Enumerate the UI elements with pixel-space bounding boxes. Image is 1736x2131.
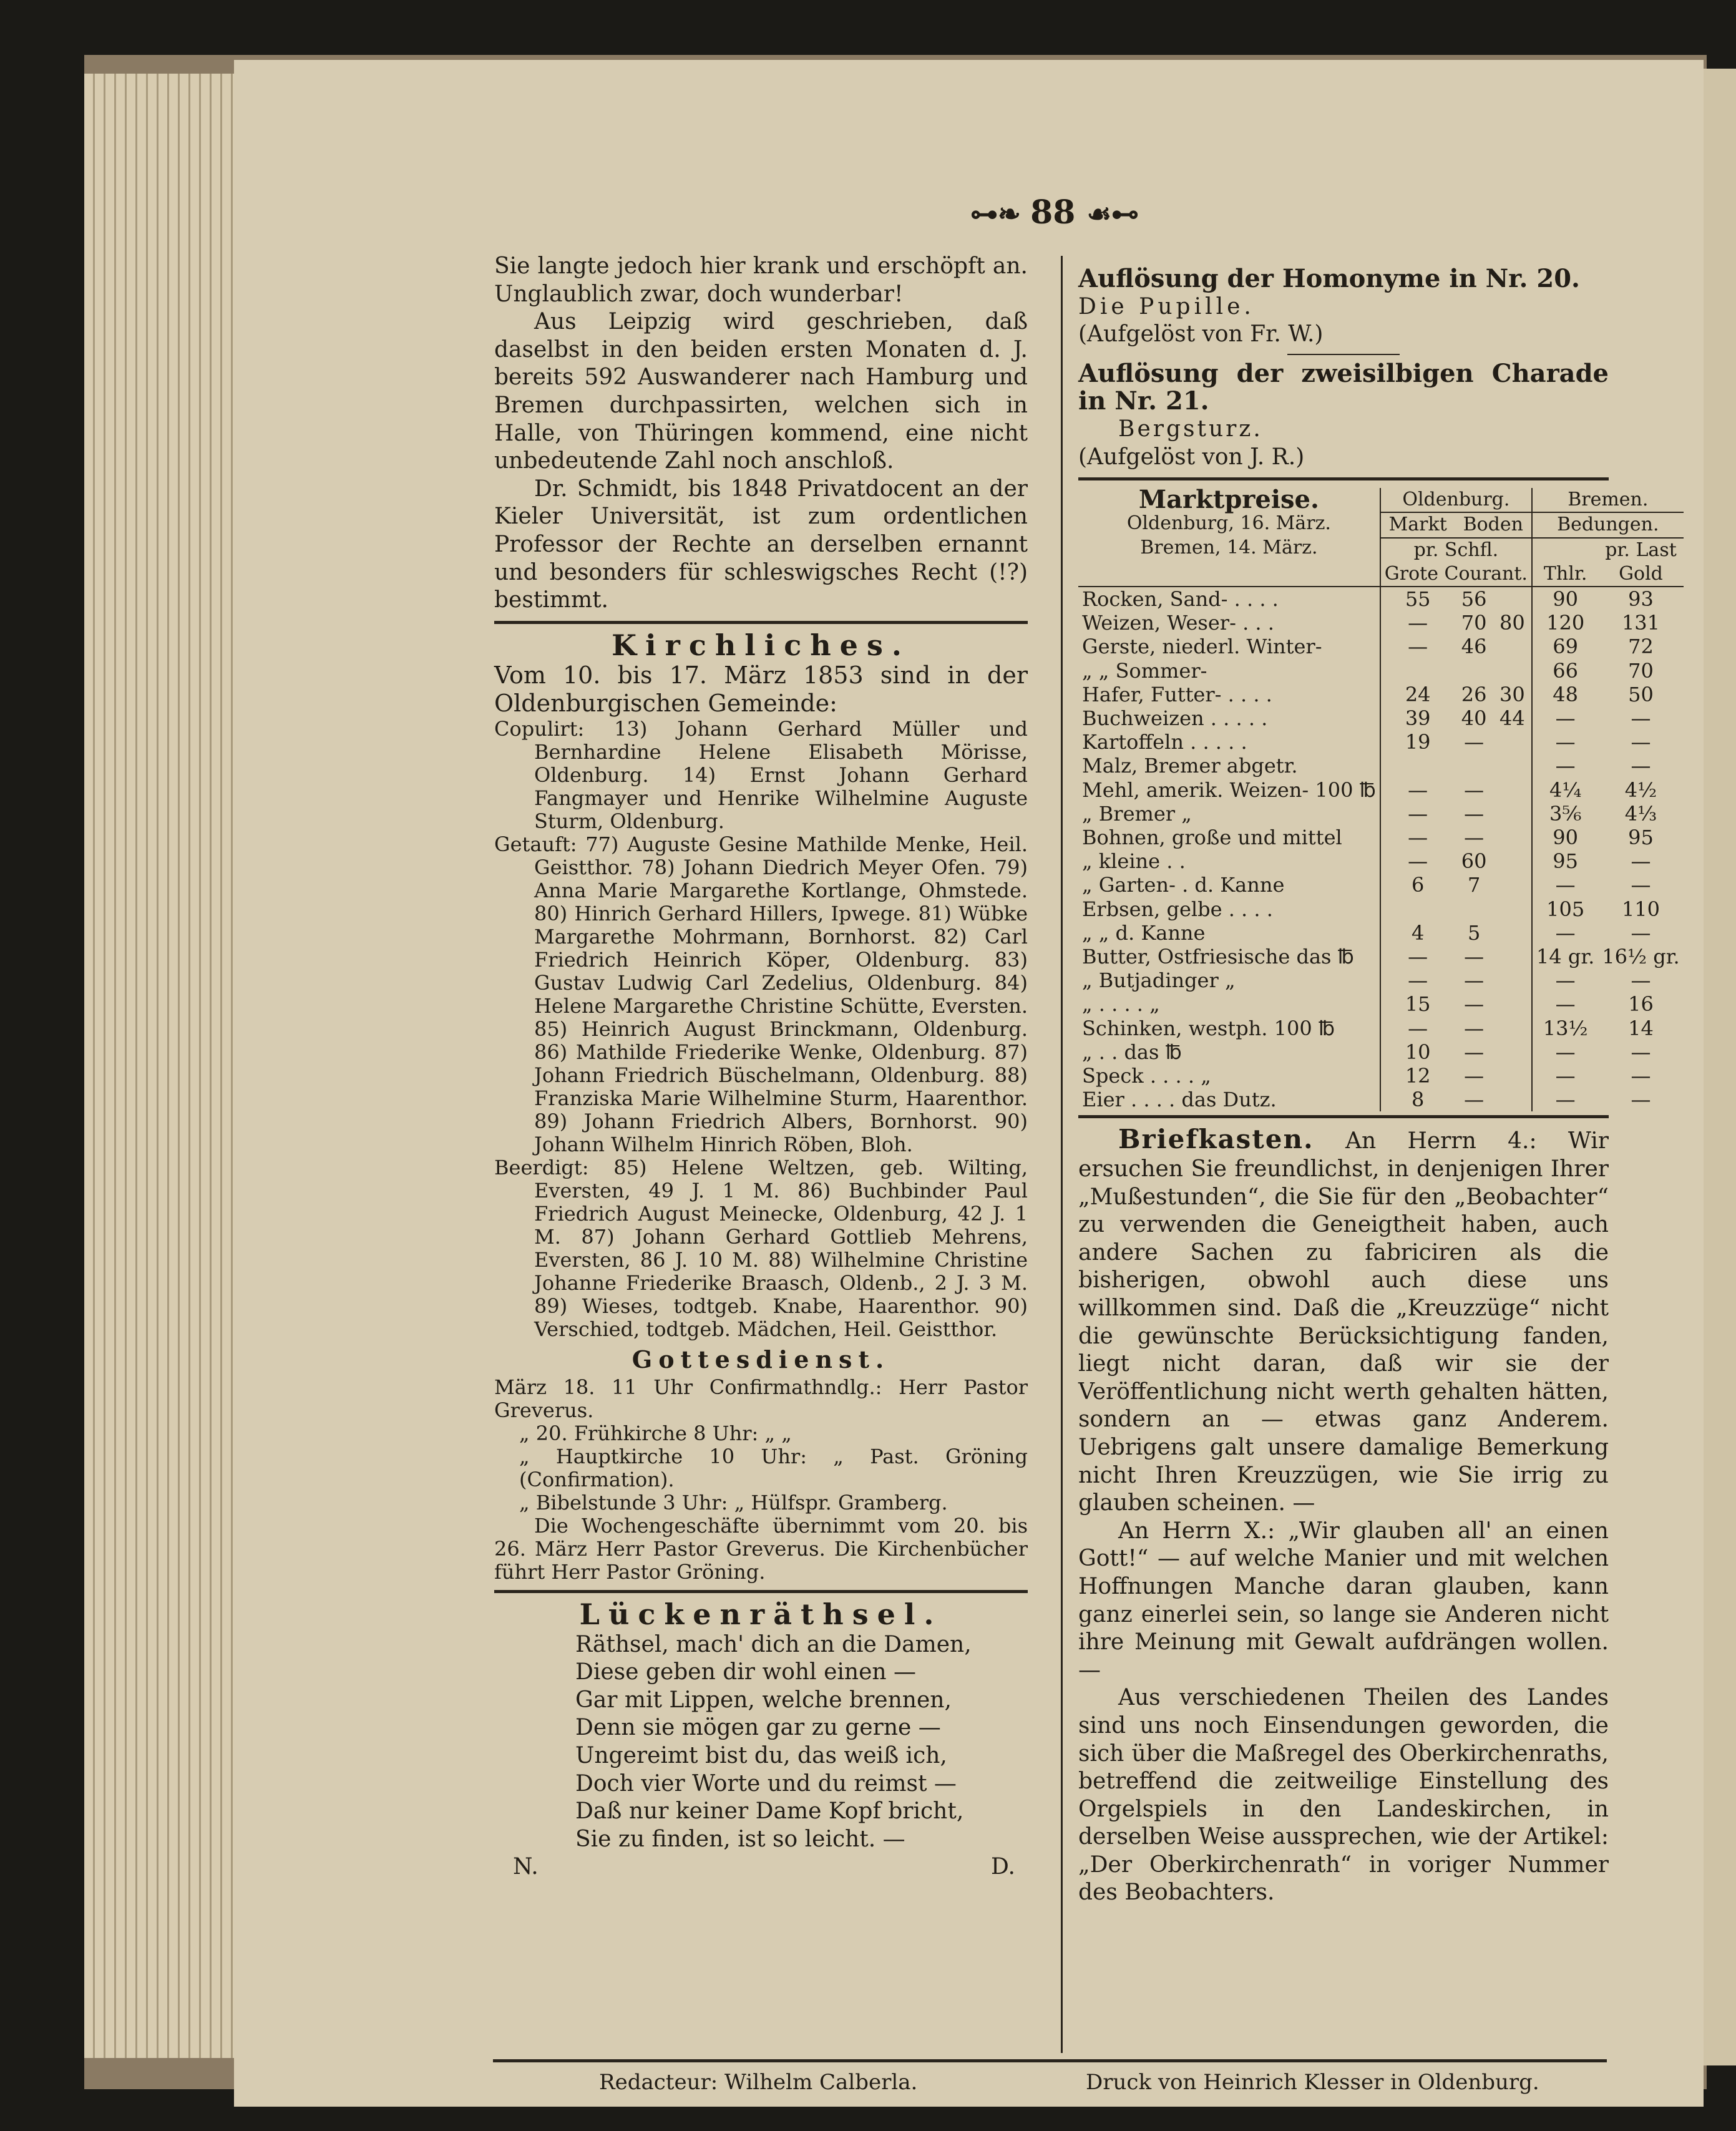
table-cell: —: [1464, 992, 1485, 1017]
table-cell: „ „ d. Kanne: [1082, 920, 1206, 945]
riddle-signatures: [494, 1853, 1028, 1881]
table-cell: 55: [1380, 587, 1455, 611]
footer-printer: Druck von Heinrich Klesser in Oldenburg.: [1086, 2070, 1539, 2095]
table-cell: —: [1631, 873, 1651, 897]
table-cell: Hafer, Futter- . . . .: [1082, 682, 1272, 706]
table-row: [1078, 826, 1684, 849]
service-line: März 18. 11 Uhr Confirmathndlg.: Herr Pastor Greverus.: [494, 1375, 1028, 1423]
table-cell: Weizen, Weser- . . .: [1082, 611, 1274, 635]
table-cell: [1380, 897, 1455, 921]
table-cell: [1493, 897, 1532, 921]
table-cell: Bohnen, große und mittel: [1082, 826, 1342, 849]
getauft-entry: Getauft: 77) Auguste Gesine Mathilde Menke, Heil. Geistthor. 78) Johann Diedrich Meyer Ofen. 79) Anna Marie Margarethe Kortlange, Ohmstede. 80) Hinrich Gerhard Hillers, Ipwege. 81) Wübke Margarethe Mohrmann, Bornhorst. 82) Carl Friedrich Heinrich Köper, Oldenburg. 83) Gustav Ludwig Carl Zedelius, Oldenburg. 84) Helene Margarethe Christine Schütte, Eversten. 85) Heinrich August Brinckmann, Oldenburg. 86) Mathilde Friederike Wenke, Oldenburg. 87) Johann Friedrich Büschelmann, Oldenburg. 88) Franziska Marie Wilhelmine Sturm, Haarenthor. 89) Johann Friedrich Albers, Bornhorst. 90) Johann Wilhelm Hinrich Röben, Bloh.: [494, 832, 1028, 1156]
section-title-gottesdienst: Gottesdienst.: [631, 1345, 890, 1373]
briefkasten-paragraph: An Herrn X.: „Wir glauben all' an einen Gott!“ — auf welche Manier und mit welchen Hoffnungen Manche daran glauben, kann ganz einerlei sein, so lange sie Anderen nicht ihre Meinung mit Gewalt aufdrängen wollen. —: [1078, 1518, 1609, 1683]
poem-line: Diese geben dir wohl einen —: [575, 1659, 917, 1685]
table-cell: 48: [1532, 683, 1598, 706]
page-number-header: [948, 193, 1161, 232]
table-cell: [1493, 873, 1532, 897]
table-row: [1078, 1088, 1684, 1111]
table-cell: —: [1631, 1064, 1651, 1088]
briefkasten-text: An Herrn 4.: Wir ersuchen Sie freundlichst, in denjenigen Ihrer „Mußestunden“, die Sie für den „Beobachter“ zu verwenden die Geneigtheit haben, auch andere Sachen zu fabriciren als die bisherigen, obwohl auch diese uns willkommen sind. Daß die „Kreuzzüge“ nicht die gewünschte Berücksichtigung fanden, liegt nicht daran, daß wir sie der Veröffentlichung nicht werth gehalten hätten, sondern an — etwas ganz Anderem. Uebrigens galt unsere damalige Bemerkung nicht Ihren Kreuzzügen, wie Sie irrig zu glauben scheinen. —: [1078, 1128, 1609, 1516]
table-cell: —: [1631, 920, 1651, 945]
table-cell: „ Butjadinger „: [1082, 968, 1236, 993]
table-row: [1078, 992, 1684, 1016]
news-paragraph: Aus Leipzig wird geschrieben, daß daselbst in den beiden ersten Monaten d. J. bereits 592 Auswanderer nach Hamburg und Bremen durchpassirten, welchen sich in Halle, von Thüringen kommend, eine nicht unbedeutende Zahl noch anschloß.: [494, 309, 1028, 474]
table-row: [1078, 1064, 1684, 1088]
table-row: [1078, 683, 1684, 706]
table-cell: [1493, 1088, 1532, 1111]
table-cell: —: [1532, 873, 1598, 897]
table-cell: —: [1532, 968, 1598, 992]
table-cell: —: [1380, 826, 1455, 849]
table-cell: [1380, 659, 1455, 683]
table-cell: 110: [1621, 897, 1660, 921]
table-cell: Rocken, Sand- . . . .: [1082, 587, 1279, 611]
table-cell: 19: [1380, 730, 1455, 754]
table-cell: [1493, 921, 1532, 945]
table-cell: [1493, 826, 1532, 849]
table-cell: 14: [1628, 1016, 1654, 1040]
table-cell: 50: [1628, 682, 1654, 706]
table-cell: 70: [1628, 658, 1654, 683]
table-cell: 120: [1532, 611, 1598, 635]
service-line: „ Hauptkirche 10 Uhr: „ Past. Gröning (Confirmation).: [519, 1445, 1028, 1492]
table-cell: 8: [1380, 1088, 1455, 1111]
poem-line: Sie zu finden, ist so leicht. —: [575, 1826, 905, 1852]
table-row: [1078, 873, 1684, 897]
left-ornament-icon: ⊶❧: [970, 198, 1031, 230]
table-cell: —: [1631, 1040, 1651, 1064]
table-header-cell: Markt: [1380, 512, 1455, 537]
table-cell: [1455, 897, 1493, 921]
table-row: [1078, 802, 1684, 826]
riddle-signature-left: N.: [513, 1854, 539, 1880]
table-cell: 16½ gr.: [1602, 945, 1680, 969]
right-ornament-icon: ☙⊷: [1086, 198, 1139, 230]
homonyme-answer: Die Pupille.: [1078, 293, 1255, 319]
table-cell: —: [1380, 635, 1455, 658]
section-title-kirchliches: Kirchliches.: [612, 628, 910, 662]
table-cell: —: [1380, 968, 1455, 992]
table-cell: 66: [1532, 659, 1598, 683]
table-cell: —: [1464, 1088, 1485, 1112]
table-cell: 72: [1628, 635, 1654, 659]
table-cell: —: [1532, 1088, 1598, 1111]
homonyme-solver: (Aufgelöst von Fr. W.): [1078, 321, 1324, 348]
table-cell: Schinken, westph. 100 ℔: [1082, 1016, 1335, 1040]
table-row: [1078, 945, 1684, 968]
table-header-cell: [1598, 538, 1683, 587]
left-column: [494, 253, 1028, 1881]
right-column: [1078, 264, 1680, 1907]
table-row: [1078, 754, 1684, 778]
section-divider: [494, 621, 1028, 624]
table-cell: Mehl, amerik. Weizen- 100 ℔: [1082, 778, 1376, 802]
table-cell: Kartoffeln . . . . .: [1082, 730, 1247, 754]
table-cell: 3⅚: [1532, 802, 1598, 826]
table-cell: 95: [1628, 826, 1654, 849]
table-cell: 95: [1532, 849, 1598, 873]
table-cell: Speck . . . . „: [1082, 1064, 1211, 1088]
table-row: [1078, 968, 1684, 992]
table-cell: —: [1532, 730, 1598, 754]
beerdigt-entry: Beerdigt: 85) Helene Weltzen, geb. Wilting, Eversten, 49 J. 1 M. 86) Buchbinder Paul Friedrich August Meinecke, Oldenburg, 42 J. 1 M. 87) Johann Gerhard Gottlieb Mehrens, Eversten, 86 J. 10 M. 88) Wilhelmine Christine Johanne Friederike Braasch, Oldenb., 2 J. 3 M. 89) Wieses, todtgeb. Knabe, Haarenthor. 90) Verschied, todtgeb. Mädchen, Heil. Geistthor.: [494, 1155, 1028, 1341]
table-cell: —: [1532, 992, 1598, 1016]
table-cell: Malz, Bremer abgetr.: [1082, 754, 1298, 778]
poem-line: Denn sie mögen gar zu gerne —: [575, 1715, 941, 1741]
table-cell: 56: [1461, 587, 1487, 611]
table-header-cell: [1532, 538, 1598, 587]
table-cell: [1493, 754, 1532, 778]
table-cell: 60: [1461, 849, 1487, 874]
table-cell: —: [1464, 1016, 1485, 1040]
table-cell: Buchweizen . . . . .: [1082, 706, 1268, 730]
table-cell: „ Bremer „: [1082, 801, 1192, 826]
table-cell: „ kleine . .: [1082, 849, 1186, 874]
charade-solver: (Aufgelöst von J. R.): [1078, 444, 1305, 470]
table-cell: —: [1464, 730, 1485, 754]
charade-title: Auflösung der zweisilbigen Charade in Nr. 21.: [1078, 358, 1609, 416]
table-cell: 4⅓: [1624, 801, 1657, 826]
table-row: [1078, 635, 1684, 658]
table-cell: —: [1464, 1040, 1485, 1064]
table-cell: 16: [1628, 992, 1654, 1017]
table-cell: 46: [1461, 635, 1487, 659]
table-cell: „ „ Sommer-: [1082, 658, 1207, 683]
service-line: „ Bibelstunde 3 Uhr: „ Hülfspr. Gramberg.: [519, 1491, 948, 1515]
charade-answer: Bergsturz.: [1118, 416, 1263, 442]
poem-line: Ungereimt bist du, das weiß ich,: [575, 1743, 947, 1769]
table-cell: —: [1631, 1088, 1651, 1112]
table-cell: [1493, 1064, 1532, 1088]
table-cell: [1493, 1040, 1532, 1064]
table-cell: Erbsen, gelbe . . . .: [1082, 897, 1273, 921]
market-title: Marktpreise.: [1138, 485, 1319, 515]
riddle-signature-right: D.: [990, 1854, 1015, 1880]
table-cell: 4: [1380, 921, 1455, 945]
column-separator: [1061, 256, 1063, 2053]
table-cell: —: [1464, 826, 1485, 849]
table-header-cell: [1078, 485, 1380, 587]
table-cell: 30: [1499, 682, 1525, 706]
table-cell: 7: [1467, 873, 1481, 897]
table-cell: —: [1464, 968, 1485, 993]
page-number: 88: [1030, 193, 1076, 232]
table-cell: [1380, 754, 1455, 778]
table-cell: —: [1532, 1040, 1598, 1064]
table-cell: 93: [1628, 587, 1654, 611]
news-paragraph: Sie langte jedoch hier krank und erschöpft an. Unglaublich zwar, doch wunderbar!: [494, 253, 1028, 307]
table-cell: [1493, 945, 1532, 968]
table-cell: [1493, 635, 1532, 658]
table-cell: [1493, 1017, 1532, 1040]
service-closing: Die Wochengeschäfte übernimmt vom 20. bis 26. März Herr Pastor Greverus. Die Kirchenbücher führt Herr Pastor Gröning.: [494, 1514, 1028, 1584]
currency-label: Gold: [1619, 562, 1663, 585]
riddle-poem: [494, 1631, 1028, 1854]
table-row: [1078, 897, 1684, 921]
footer-rule: [493, 2059, 1607, 2062]
table-row: [1078, 611, 1684, 635]
table-cell: 26: [1461, 682, 1487, 706]
footer-editor: Redacteur: Wilhelm Calberla.: [599, 2070, 918, 2095]
table-cell: [1493, 802, 1532, 826]
table-cell: —: [1631, 706, 1651, 730]
market-prices-table: [1078, 485, 1684, 1112]
currency-label: Grote Courant.: [1384, 562, 1528, 585]
table-header-cell: Oldenburg.: [1380, 488, 1532, 512]
table-cell: 90: [1532, 587, 1598, 611]
table-cell: Eier . . . . das Dutz.: [1082, 1088, 1277, 1112]
table-cell: —: [1380, 945, 1455, 968]
table-cell: 12: [1380, 1064, 1455, 1088]
table-cell: 90: [1532, 826, 1598, 849]
table-row: [1078, 730, 1684, 754]
table-cell: [1493, 968, 1532, 992]
table-cell: 4½: [1624, 778, 1657, 802]
table-cell: —: [1631, 849, 1651, 874]
market-date-oldenburg: Oldenburg, 16. März.: [1126, 512, 1331, 535]
table-cell: —: [1464, 778, 1485, 802]
table-cell: —: [1380, 849, 1455, 873]
currency-label: Thlr.: [1543, 562, 1587, 585]
unit-label: pr. Last: [1605, 539, 1677, 561]
table-header-row: [1078, 488, 1684, 512]
table-row: [1078, 778, 1684, 802]
table-cell: [1493, 778, 1532, 802]
market-prices-body: [1078, 587, 1684, 1111]
table-row: [1078, 587, 1684, 611]
table-cell: „ . . das ℔: [1082, 1040, 1182, 1064]
table-cell: Gerste, niederl. Winter-: [1082, 635, 1322, 659]
table-cell: 15: [1380, 992, 1455, 1016]
section-divider: [1078, 477, 1609, 480]
table-cell: 39: [1380, 706, 1455, 730]
short-divider: [1287, 354, 1400, 355]
poem-line: Doch vier Worte und du reimst —: [575, 1770, 957, 1797]
table-cell: 14 gr.: [1532, 945, 1598, 968]
table-cell: [1493, 587, 1532, 611]
table-cell: [1493, 849, 1532, 873]
table-cell: —: [1380, 1017, 1455, 1040]
poem-line: Gar mit Lippen, welche brennen,: [575, 1687, 952, 1713]
table-cell: —: [1631, 968, 1651, 993]
news-paragraph: Dr. Schmidt, bis 1848 Privatdocent an der Kieler Universität, ist zum ordentlichen Professor der Rechte an derselben ernannt und besonders für schleswigsches Recht (!?) bestimmt.: [494, 475, 1028, 613]
service-schedule: [494, 1376, 1028, 1584]
table-cell: „ Garten- . d. Kanne: [1082, 873, 1285, 897]
copulirt-entry: Copulirt: 13) Johann Gerhard Müller und Bernhardine Helene Elisabeth Mörisse, Oldenburg. 14) Ernst Johann Gerhard Fangmayer und Henrike Wilhelmine Auguste Sturm, Oldenburg.: [494, 716, 1028, 833]
table-cell: 10: [1380, 1040, 1455, 1064]
page-stack-edges: [84, 74, 240, 2058]
table-cell: —: [1631, 754, 1651, 778]
section-divider: [494, 1590, 1028, 1593]
table-cell: Butter, Ostfriesische das ℔: [1082, 945, 1354, 969]
table-cell: —: [1532, 1064, 1598, 1088]
poem-line: Räthsel, mach' dich an die Damen,: [575, 1631, 972, 1657]
table-cell: —: [1532, 706, 1598, 730]
table-cell: „ . . . . „: [1082, 992, 1160, 1017]
table-cell: —: [1464, 801, 1485, 826]
table-header-cell: Bremen.: [1532, 488, 1684, 512]
table-cell: —: [1380, 778, 1455, 802]
table-cell: 69: [1532, 635, 1598, 658]
table-row: [1078, 921, 1684, 945]
table-cell: 5: [1467, 920, 1481, 945]
homonyme-title: Auflösung der Homonyme in Nr. 20.: [1078, 264, 1580, 293]
section-divider: [1078, 1115, 1609, 1118]
unit-label: pr. Schfl.: [1413, 539, 1499, 561]
table-cell: [1455, 659, 1493, 683]
table-header-cell: [1380, 538, 1532, 587]
table-cell: 80: [1499, 611, 1525, 635]
table-cell: 131: [1621, 611, 1660, 635]
table-cell: [1493, 992, 1532, 1016]
table-row: [1078, 1017, 1684, 1040]
market-date-bremen: Bremen, 14. März.: [1140, 536, 1318, 558]
table-cell: 40: [1461, 706, 1487, 730]
poem-line: Daß nur keiner Dame Kopf bricht,: [575, 1798, 964, 1825]
table-cell: —: [1380, 611, 1455, 635]
table-cell: [1493, 730, 1532, 754]
table-cell: —: [1464, 1064, 1485, 1088]
table-cell: [1493, 659, 1532, 683]
table-cell: 24: [1380, 683, 1455, 706]
table-cell: 105: [1532, 897, 1598, 921]
table-header-cell: Boden: [1455, 512, 1532, 537]
service-line: „ 20. Frühkirche 8 Uhr: „ „: [519, 1421, 792, 1446]
table-cell: —: [1631, 730, 1651, 754]
table-header-cell: Bedungen.: [1532, 512, 1684, 537]
section-title-lueckenraethsel: Lückenräthsel.: [579, 1597, 943, 1632]
table-cell: 70: [1461, 611, 1487, 635]
table-row: [1078, 706, 1684, 730]
table-cell: 44: [1499, 706, 1525, 730]
church-intro: Vom 10. bis 17. März 1853 sind in der Oldenburgischen Gemeinde:: [494, 661, 1028, 717]
table-row: [1078, 1040, 1684, 1064]
table-cell: 13½: [1532, 1017, 1598, 1040]
table-cell: 6: [1380, 873, 1455, 897]
briefkasten-paragraph: Aus verschiedenen Theilen des Landes sind uns noch Einsendungen geworden, die sich über die Maßregel des Oberkirchenraths, betreffend die zeitweilige Einstellung des Orgelspiels in den Landeskirchen, in derselben Weise aussprechen, wie der Artikel: „Der Oberkirchenrath“ in voriger Nummer des Beobachters.: [1078, 1685, 1609, 1906]
table-cell: —: [1532, 754, 1598, 778]
table-cell: —: [1464, 945, 1485, 969]
briefkasten-title: Briefkasten.: [1118, 1124, 1314, 1155]
briefkasten-paragraph: [1078, 1126, 1609, 1517]
table-cell: [1455, 754, 1493, 778]
table-row: [1078, 849, 1684, 873]
table-cell: —: [1532, 921, 1598, 945]
table-cell: 4¼: [1532, 778, 1598, 802]
table-row: [1078, 659, 1684, 683]
table-cell: —: [1380, 802, 1455, 826]
